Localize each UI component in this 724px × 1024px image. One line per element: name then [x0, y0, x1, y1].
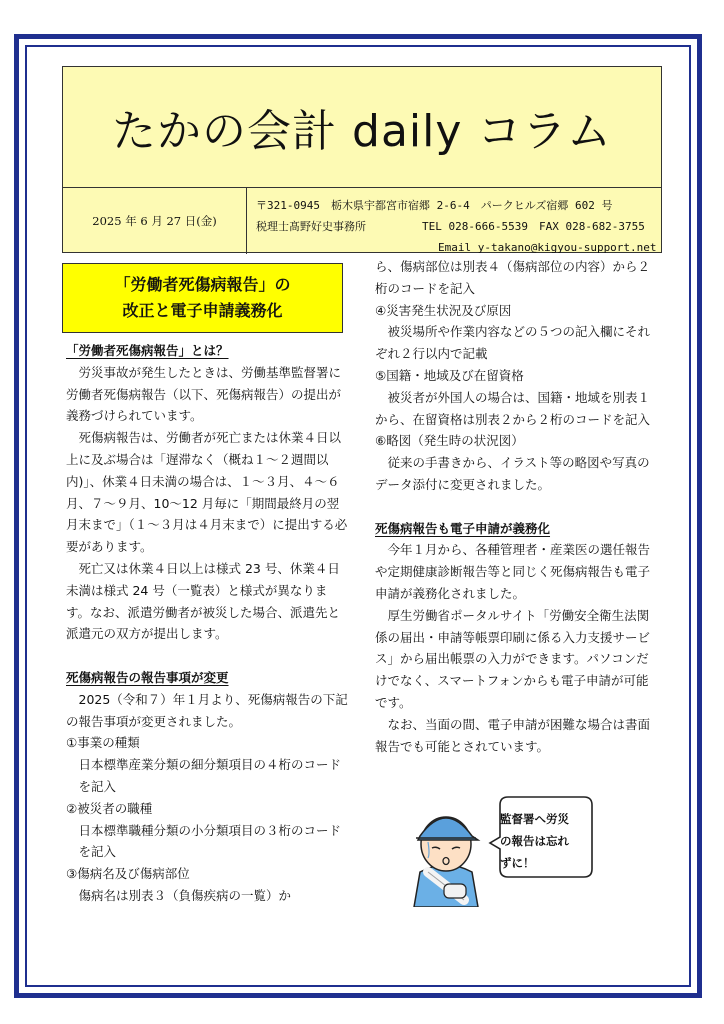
newsletter-title: たかの会計 daily コラム: [112, 106, 612, 157]
headline-box: [62, 263, 343, 333]
speech-bubble-line: ずに！: [500, 856, 535, 870]
paragraph: 死亡又は休業４日以上は様式 23 号、休業４日未満は様式 24 号（一覧表）と様式が異なります。なお、派遣労働者が被災した場合、派遣先と派遣元の双方が提出します。: [66, 560, 341, 642]
list-item-detail: ら、傷病部位は別表４（傷病部位の内容）から２桁のコードを記入: [375, 259, 651, 296]
list-item-heading: ②被災者の職種: [66, 800, 153, 816]
speech-bubble-line: の報告は忘れ: [500, 834, 569, 848]
injured-worker-illustration: [398, 792, 494, 907]
headline-line-2: 改正と電子申請義務化: [122, 301, 283, 320]
left-column: [66, 340, 350, 907]
list-item-detail: 被災者が外国人の場合は、国籍・地域を別表１から、在留資格は別表２から２桁のコードを記入: [375, 389, 651, 427]
headline-line-1: 「労働者死傷病報告」の: [114, 275, 291, 294]
paragraph: 今年１月から、各種管理者・産業医の選任報告や定期健康診断報告等と同じく死傷病報告も電子申請が義務化されました。: [375, 542, 651, 601]
office-contact: [256, 195, 657, 258]
list-item-detail: 日本標準産業分類の細分類項目の４桁のコードを記入: [78, 757, 342, 794]
list-item-heading: ①事業の種類: [66, 735, 140, 751]
list-item-detail: 従来の手書きから、イラスト等の略図や写真のデータ添付に変更されました。: [375, 455, 650, 492]
office-name: 税理士髙野好史事務所: [256, 220, 366, 233]
right-column: [375, 256, 657, 757]
paragraph: 厚生労働省ポータルサイト「労働安全衛生法関係の届出・申請等帳票印刷に係る入力支援サービス」から届出帳票の入力ができます。パソコンだけでなく、スマートフォンからも電子申請が可能です。: [375, 607, 651, 710]
paragraph: 死傷病報告は、労働者が死亡または休業４日以上に及ぶ場合は「遅滞なく（概ね１～２週間以内)」、休業４日未満の場合は、１～３月、４～６月、７～９月、10～12 月毎に「期間最終月の翌月末まで」（１～３月は４月末まで）に提出する必要があります。: [66, 430, 348, 555]
list-item-detail: 傷病名は別表３（負傷疾病の一覧）か: [78, 887, 292, 903]
list-item-detail: 日本標準職種分類の小分類項目の３桁のコードを記入: [78, 822, 342, 860]
office-phone-line: [256, 216, 657, 237]
masthead: [62, 66, 662, 253]
paragraph: 2025（令和７）年１月より、死傷病報告の下記の報告事項が変更されました。: [66, 691, 348, 729]
section-heading-what-is: 「労働者死傷病報告」とは？: [66, 343, 229, 358]
speech-bubble-text: [500, 808, 588, 874]
office-address: 〒321-0945 栃木県宇都宮市宿郷 2-6-4 パークヒルズ宿郷 602 号: [256, 199, 613, 212]
list-item-heading: ④災害発生状況及び原因: [375, 302, 512, 318]
list-item-detail: 被災場所や作業内容などの５つの記入欄にそれぞれ２行以内で記載: [375, 324, 651, 362]
list-item-heading: ⑥略図（発生時の状況図）: [375, 433, 524, 449]
paragraph: 労災事故が発生したときは、労働基準監督署に労働者死傷病報告（以下、死傷病報告）の提出が義務づけられています。: [66, 364, 342, 424]
list-item-heading: ③傷病名及び傷病部位: [66, 866, 190, 882]
office-tel-fax: TEL 028-666-5539 FAX 028-682-3755: [422, 220, 645, 233]
section-heading-changes: 死傷病報告の報告事項が変更: [66, 669, 229, 685]
office-email: Email y-takano@kigyou-support.net: [438, 241, 657, 254]
list-item-heading: ⑤国籍・地域及び在留資格: [375, 367, 524, 383]
speech-bubble-line: 監督署へ労災: [500, 812, 569, 826]
issue-date: 2025 年 6 月 27 日(金): [63, 188, 247, 254]
masthead-info-row: [63, 187, 661, 254]
section-heading-e-filing: 死傷病報告も電子申請が義務化: [375, 520, 551, 536]
paragraph: なお、当面の間、電子申請が困難な場合は書面報告でも可能とされています。: [375, 716, 651, 754]
